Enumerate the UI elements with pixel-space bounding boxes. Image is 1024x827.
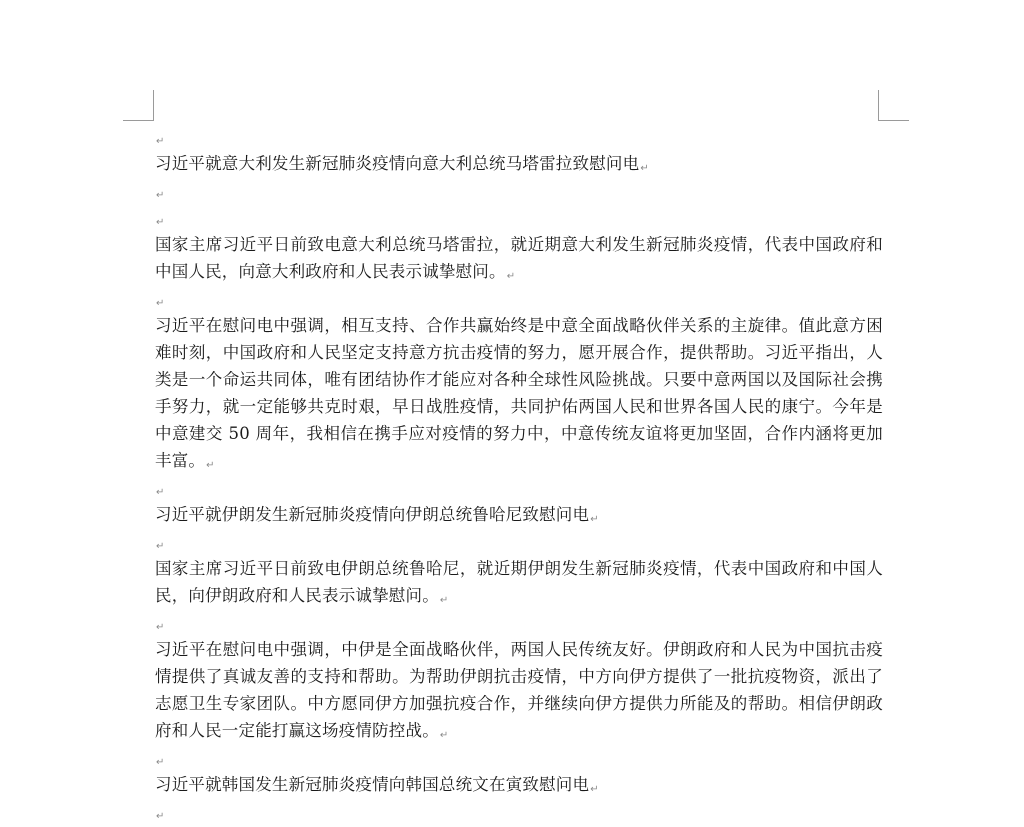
paragraph-italy-body[interactable] (155, 312, 883, 474)
paragraph-mark-icon: ↵ (640, 163, 649, 174)
paragraph-text: 国家主席习近平日前致电意大利总统马塔雷拉，就近期意大利发生新冠肺炎疫情，代表中国政府和中国人民，向意大利政府和人民表示诚挚慰问。 (155, 235, 883, 281)
empty-paragraph[interactable] (155, 474, 883, 501)
paragraph-iran-intro[interactable] (155, 555, 883, 609)
empty-paragraph[interactable] (155, 285, 883, 312)
headline-text: 习近平就伊朗发生新冠肺炎疫情向伊朗总统鲁哈尼致慰问电 (155, 505, 590, 524)
headline-text: 习近平就意大利发生新冠肺炎疫情向意大利总统马塔雷拉致慰问电 (155, 154, 640, 173)
paragraph-mark-icon: ↵ (590, 784, 599, 795)
paragraph-text: 国家主席习近平日前致电伊朗总统鲁哈尼，就近期伊朗发生新冠肺炎疫情，代表中国政府和中国人民，向伊朗政府和人民表示诚挚慰问。 (155, 559, 883, 605)
top-right-margin-corner (878, 90, 909, 121)
empty-paragraph[interactable] (155, 528, 883, 555)
paragraph-mark-icon: ↵ (156, 622, 165, 633)
empty-paragraph[interactable] (155, 204, 883, 231)
paragraph-mark-icon: ↵ (439, 730, 449, 741)
empty-paragraph[interactable] (155, 744, 883, 771)
paragraph-text: 习近平在慰问电中强调，中伊是全面战略伙伴，两国人民传统友好。伊朗政府和人民为中国抗击疫情提供了真诚友善的支持和帮助。为帮助伊朗抗击疫情，中方向伊方提供了一批抗疫物资，派出了志愿卫生专家团队。中方愿同伊方加强抗疫合作，并继续向伊方提供力所能及的帮助。相信伊朗政府和人民一定能打赢这场疫情防控战。 (155, 640, 883, 740)
paragraph-iran-body[interactable] (155, 636, 883, 744)
document-body[interactable] (155, 123, 883, 825)
paragraph-mark-icon: ↵ (206, 460, 215, 471)
paragraph-mark-icon: ↵ (156, 811, 165, 822)
paragraph-mark-icon: ↵ (156, 190, 165, 201)
paragraph-mark-icon: ↵ (156, 217, 165, 228)
headline-korea[interactable] (155, 771, 883, 798)
paragraph-mark-icon: ↵ (156, 298, 165, 309)
headline-iran[interactable] (155, 501, 883, 528)
empty-paragraph[interactable] (155, 798, 883, 825)
paragraph-mark-icon: ↵ (156, 136, 165, 147)
paragraph-mark-icon: ↵ (506, 271, 516, 282)
empty-paragraph[interactable] (155, 123, 883, 150)
headline-italy[interactable] (155, 150, 883, 177)
top-left-margin-corner (123, 90, 154, 121)
headline-text: 习近平就韩国发生新冠肺炎疫情向韩国总统文在寅致慰问电 (155, 775, 590, 794)
paragraph-mark-icon: ↵ (439, 595, 449, 606)
empty-paragraph[interactable] (155, 609, 883, 636)
paragraph-mark-icon: ↵ (156, 757, 165, 768)
paragraph-italy-intro[interactable] (155, 231, 883, 285)
paragraph-text: 习近平在慰问电中强调，相互支持、合作共赢始终是中意全面战略伙伴关系的主旋律。值此意方困难时刻，中国政府和人民坚定支持意方抗击疫情的努力，愿开展合作，提供帮助。习近平指出，人类是一个命运共同体，唯有团结协作才能应对各种全球性风险挑战。只要中意两国以及国际社会携手努力，就一定能够共克时艰，早日战胜疫情，共同护佑两国人民和世界各国人民的康宁。今年是中意建交 50 周年，我相信在携手应对疫情的努力中，中意传统友谊将更加坚固，合作内涵将更加丰富。 (155, 316, 883, 470)
paragraph-mark-icon: ↵ (156, 541, 165, 552)
paragraph-mark-icon: ↵ (156, 487, 165, 498)
empty-paragraph[interactable] (155, 177, 883, 204)
paragraph-mark-icon: ↵ (590, 514, 599, 525)
